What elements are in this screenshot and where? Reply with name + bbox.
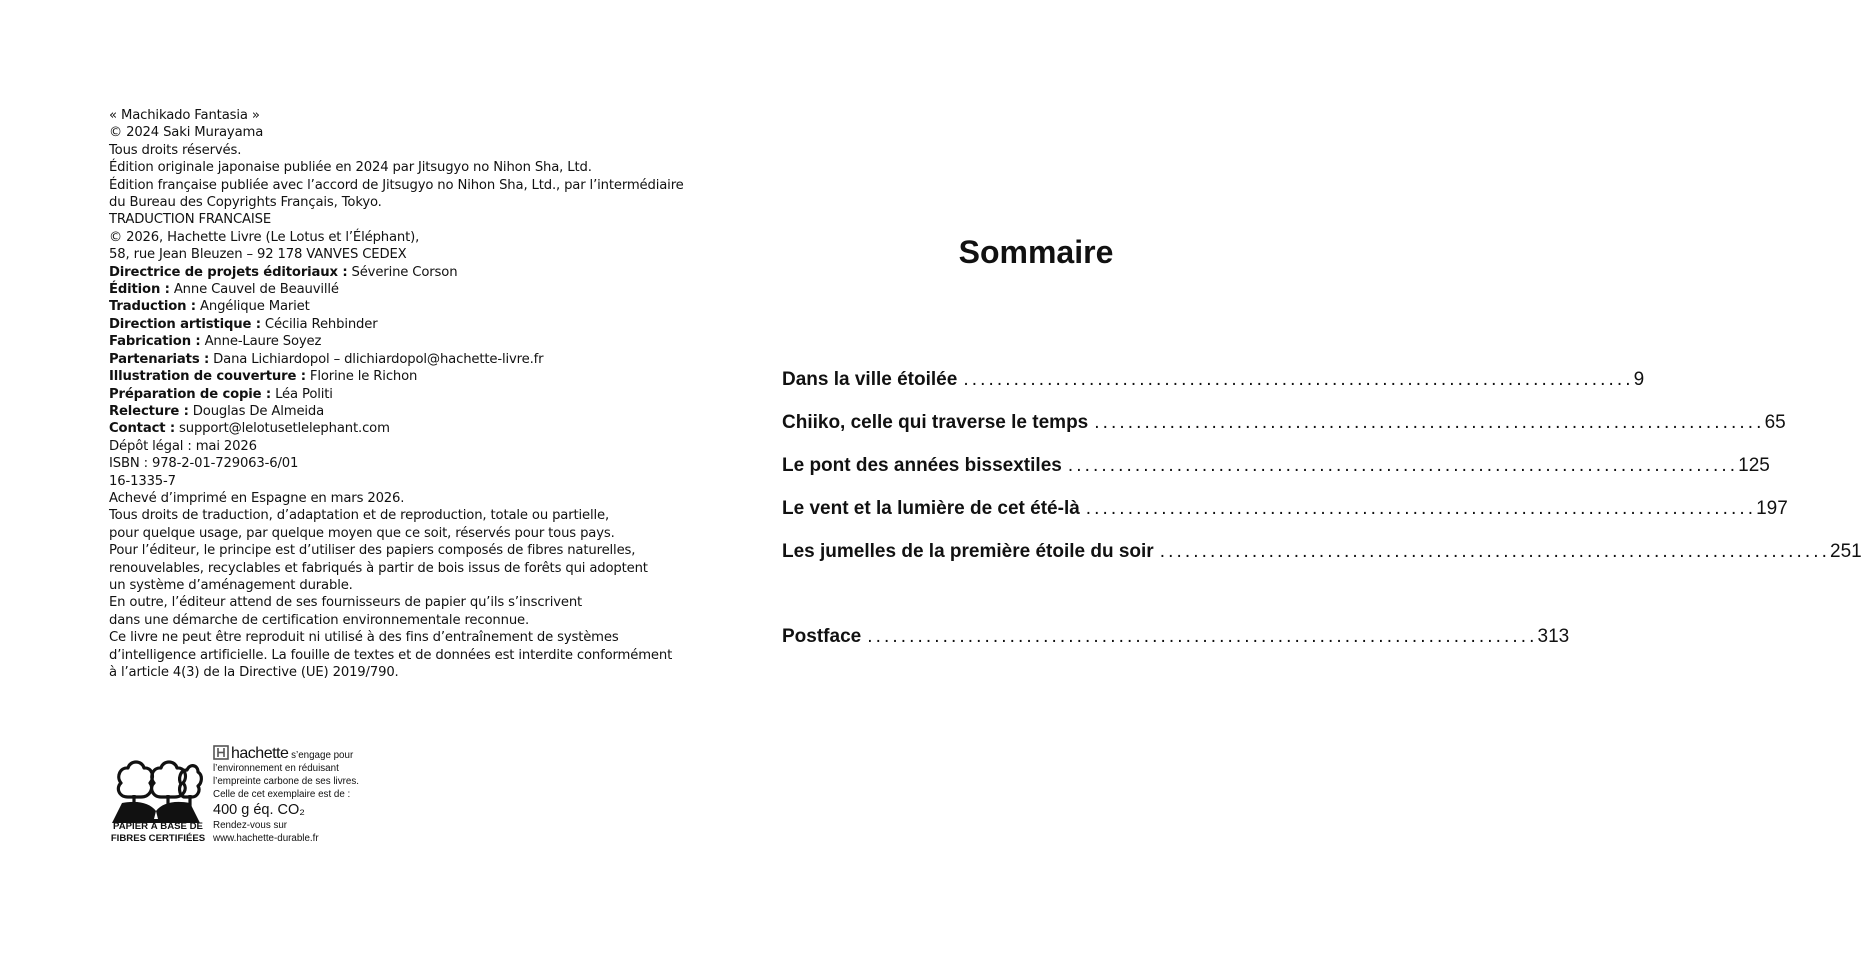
rights-reserved-line: Tous droits réservés.: [109, 142, 242, 158]
suppliers-paragraph: [109, 594, 669, 629]
eco-line: l’empreinte carbone de ses livres.: [213, 776, 359, 787]
credit-role-value: Douglas De Almeida: [192, 403, 325, 419]
toc-entry-page: 313: [1537, 626, 1570, 647]
paragraph-line: renouvelables, recyclables et fabriqués à partir de bois issus de forêts qui adoptent: [109, 560, 648, 576]
contact-line: [109, 420, 669, 437]
french-edition-block: [109, 211, 669, 420]
french-translation-heading: TRADUCTION FRANCAISE: [109, 212, 272, 228]
paragraph-line: un système d’aménagement durable.: [109, 577, 353, 593]
toc-entry-page: 9: [1633, 369, 1645, 390]
isbn-line: ISBN : 978-2-01-729063-6/01: [109, 456, 299, 472]
toc-entry[interactable]: [782, 369, 1645, 399]
eco-pledge: [108, 745, 408, 855]
toc-leader-dots: ................................................................................: [1159, 541, 1831, 562]
edition-code-line: 16-1335-7: [109, 473, 176, 489]
credit-role-label: Traduction :: [109, 299, 196, 315]
toc-leader-dots: ................................................................................: [1067, 455, 1739, 476]
toc-entry[interactable]: [782, 626, 1570, 656]
credit-role-label: Directrice de projets éditoriaux :: [109, 264, 348, 280]
paragraph-line: à l’article 4(3) de la Directive (UE) 2019/790.: [109, 665, 399, 680]
certified-paper-caption: [108, 821, 208, 845]
french-edition-line: Édition française publiée avec l’accord de Jitsugyo no Nihon Sha, Ltd., par l’intermédiaire: [109, 177, 684, 193]
hachette-pledge-line: [213, 745, 413, 762]
toc-entry-page: 65: [1764, 412, 1786, 433]
copyright-line: © 2024 Saki Murayama: [109, 125, 264, 141]
credit-role: [109, 403, 669, 420]
paragraph-line: Pour l’éditeur, le principe est d’utiliser des papiers composés de fibres naturelles,: [109, 543, 636, 559]
credit-role-value: Angélique Mariet: [199, 299, 310, 315]
credit-role-label: Fabrication :: [109, 334, 201, 350]
credit-role: [109, 316, 669, 333]
toc-entry-label: Chiiko, celle qui traverse le temps: [782, 412, 1089, 433]
credit-role-value: Dana Lichiardopol – dlichiardopol@hachette-livre.fr: [213, 351, 544, 367]
copyright-bureau-line: du Bureau des Copyrights Français, Tokyo.: [109, 195, 382, 211]
credit-role-label: Direction artistique :: [109, 316, 261, 332]
credit-role-label: Relecture :: [109, 403, 189, 419]
paper-paragraph: [109, 542, 669, 594]
credit-role-value: Anne Cauvel de Beauvillé: [173, 282, 339, 298]
copyright-page: [109, 107, 684, 681]
credit-role: [109, 298, 669, 315]
original-title-line: « Machikado Fantasia »: [109, 108, 260, 123]
hachette-brand: hachette: [231, 745, 289, 762]
carbon-footprint-text: [213, 745, 413, 845]
caption-line: FIBRES CERTIFIÉES: [110, 833, 206, 844]
toc-entry[interactable]: [782, 498, 1788, 528]
credit-role: [109, 333, 669, 350]
contact-label: Contact :: [109, 421, 175, 437]
co2-amount: 400 g éq. CO₂: [213, 802, 305, 818]
eco-visit-line: Rendez-vous sur: [213, 820, 288, 831]
toc-entry[interactable]: [782, 455, 1770, 485]
paragraph-line: Ce livre ne peut être reproduit ni utilisé à des fins d’entraînement de systèmes: [109, 630, 619, 646]
toc-title: Sommaire: [958, 234, 1114, 270]
credit-role: [109, 368, 669, 385]
printing-line: Achevé d’imprimé en Espagne en mars 2026.: [109, 490, 405, 506]
contact-email: support@lelotusetlelephant.com: [179, 421, 390, 437]
paragraph-line: dans une démarche de certification environnementale reconnue.: [109, 612, 530, 628]
toc-entry-label: Postface: [782, 626, 862, 647]
toc-entry-page: 197: [1756, 498, 1788, 519]
hachette-h-icon: [213, 745, 229, 760]
credit-role: [109, 264, 669, 281]
legal-deposit-line: Dépôt légal : mai 2026: [109, 438, 257, 454]
paragraph-line: En outre, l’éditeur attend de ses fournisseurs de papier qu’ils s’inscrivent: [109, 595, 583, 611]
paragraph-line: Tous droits de traduction, d’adaptation et de reproduction, totale ou partielle,: [109, 508, 610, 524]
toc-entry-page: 251: [1830, 541, 1862, 562]
credit-role-value: Séverine Corson: [351, 264, 458, 280]
toc-leader-dots: ................................................................................: [867, 626, 1538, 647]
toc-leader-dots: ................................................................................: [963, 369, 1634, 390]
credit-role: [109, 351, 669, 368]
eco-url-link[interactable]: www.hachette-durable.fr: [213, 833, 319, 844]
credit-role-label: Partenariats :: [109, 351, 210, 367]
credit-role-label: Édition :: [109, 282, 170, 298]
toc-entry-label: Le vent et la lumière de cet été-là: [782, 498, 1080, 519]
legal-block: [109, 420, 669, 507]
trees-and-book-icon: [108, 753, 204, 825]
caption-line: PAPIER À BASE DE: [113, 821, 203, 832]
credit-role: [109, 386, 669, 403]
toc-entry-label: Les jumelles de la première étoile du soir: [782, 541, 1154, 562]
credit-role-value: Léa Politi: [275, 386, 333, 402]
toc-entry-label: Dans la ville étoilée: [782, 369, 958, 390]
paragraph-line: pour quelque usage, par quelque moyen que ce soit, réservés pour tous pays.: [109, 525, 615, 541]
toc-leader-dots: ................................................................................: [1094, 412, 1765, 433]
paragraph-line: d’intelligence artificielle. La fouille de textes et de données est interdite conformément: [109, 647, 673, 663]
credit-role-value: Florine le Richon: [309, 369, 418, 385]
publisher-line: © 2026, Hachette Livre (Le Lotus et l’Éléphant),: [109, 229, 420, 245]
publisher-address: 58, rue Jean Bleuzen – 92 178 VANVES CEDEX: [109, 247, 407, 263]
eco-line: l’environnement en réduisant: [213, 763, 339, 774]
original-edition-block: [109, 107, 684, 211]
credit-role-label: Préparation de copie :: [109, 386, 272, 402]
toc-entry[interactable]: [782, 541, 1862, 571]
pledge-tail: s’engage pour: [291, 750, 354, 761]
toc-entry-page: 125: [1738, 455, 1770, 476]
rights-paragraph: [109, 507, 669, 542]
toc-entry[interactable]: [782, 412, 1786, 442]
original-publication-line: Édition originale japonaise publiée en 2024 par Jitsugyo no Nihon Sha, Ltd.: [109, 160, 592, 176]
eco-line: Celle de cet exemplaire est de :: [213, 789, 351, 800]
ai-paragraph: [109, 629, 673, 681]
credit-role: [109, 281, 669, 298]
credit-role-label: Illustration de couverture :: [109, 369, 306, 385]
credit-role-value: Cécilia Rehbinder: [264, 316, 378, 332]
toc-leader-dots: ................................................................................: [1085, 498, 1757, 519]
toc-entry-label: Le pont des années bissextiles: [782, 455, 1062, 476]
credit-role-value: Anne-Laure Soyez: [204, 334, 322, 350]
